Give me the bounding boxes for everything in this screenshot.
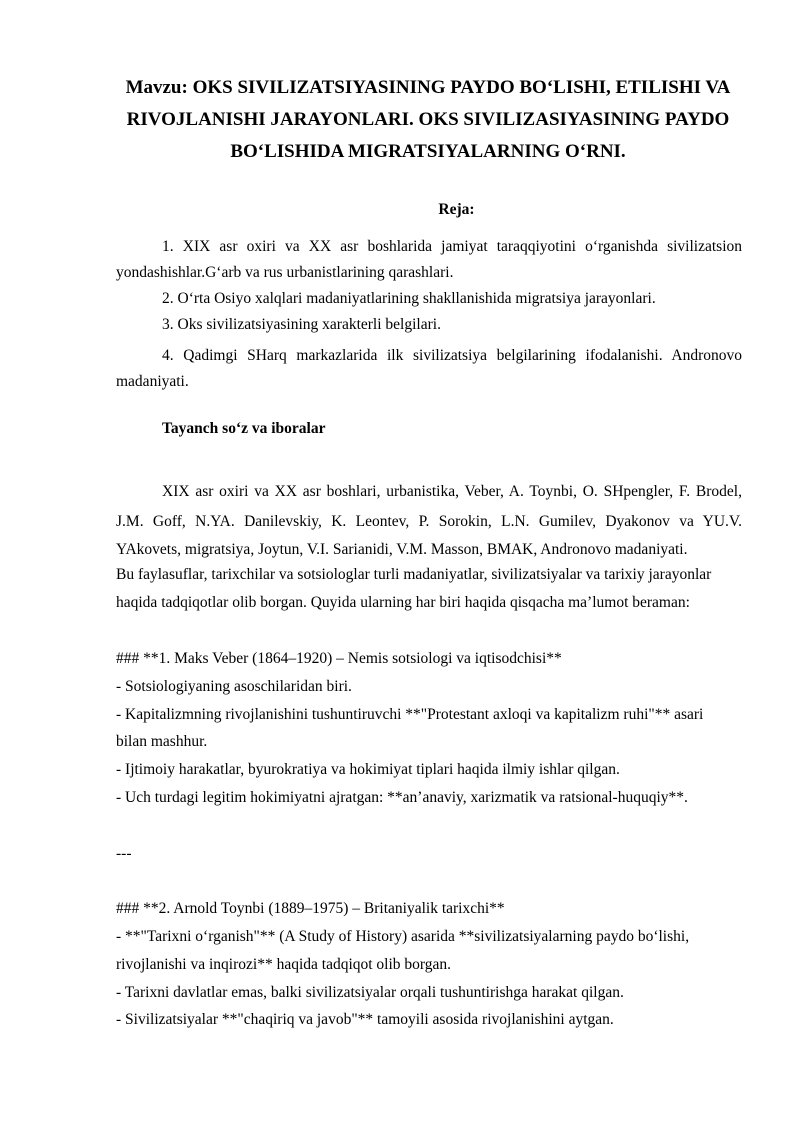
plan-heading: Reja: <box>438 201 475 218</box>
section-1-bullet-1: - Sotsiologiyaning asoschilaridan biri. <box>116 678 352 695</box>
keywords-heading: Tayanch so‘z va iboralar <box>162 420 326 437</box>
keywords-line-3: YAkovets, migratsiya, Joytun, V.I. Sarianidi, V.M. Masson, BMAK, Andronovo madaniyati. <box>116 541 688 558</box>
plan-item-1-line-2: yondashishlar.G‘arb va rus urbanistlarining qarashlari. <box>116 264 454 281</box>
title-line-1: Mavzu: OKS SIVILIZATSIYASINING PAYDO BO‘LISHI, ETILISHI VA <box>125 77 731 98</box>
plan-item-3: 3. Oks sivilizatsiyasining xarakterli belgilari. <box>162 316 441 333</box>
section-2-heading: ### **2. Arnold Toynbi (1889–1975) – Britaniyalik tarixchi** <box>116 900 505 917</box>
section-2-bullet-3: - Sivilizatsiyalar **"chaqiriq va javob"** tamoyili asosida rivojlanishini aytgan. <box>116 1011 614 1028</box>
section-2-bullet-1-line-2: rivojlanishi va inqirozi** haqida tadqiqot olib borgan. <box>116 956 452 973</box>
keywords-line-2: J.M. Goff, N.YA. Danilevskiy, K. Leontev, P. Sorokin, L.N. Gumilev, Dyakonov va YU.V. <box>116 513 742 530</box>
plan-item-4-line-2: madaniyati. <box>116 373 189 390</box>
keywords-line-1: XIX asr oxiri va XX asr boshlari, urbanistika, Veber, A. Toynbi, O. SHpengler, F. Brodel, <box>162 483 742 500</box>
plan-item-2: 2. O‘rta Osiyo xalqlari madaniyatlarining shakllanishida migratsiya jarayonlari. <box>162 290 656 307</box>
section-1-bullet-2-line-2: bilan mashhur. <box>116 733 208 750</box>
intro-line-1: Bu faylasuflar, tarixchilar va sotsiologlar turli madaniyatlar, sivilizatsiyalar va tarixiy jarayonlar <box>116 566 712 583</box>
plan-item-4-line-1: 4. Qadimgi SHarq markazlarida ilk sivilizatsiya belgilarining ifodalanishi. Andronovo <box>162 347 742 364</box>
intro-line-2: haqida tadqiqotlar olib borgan. Quyida ularning har biri haqida qisqacha ma’lumot beraman: <box>116 594 690 611</box>
section-1-bullet-4: - Uch turdagi legitim hokimiyatni ajratgan: **an’anaviy, xarizmatik va ratsional-huquqiy**. <box>116 789 688 806</box>
section-1-bullet-2-line-1: - Kapitalizmning rivojlanishini tushuntiruvchi **"Protestant axloqi va kapitalizm ruhi"** asari <box>116 706 704 723</box>
section-2-bullet-2: - Tarixni davlatlar emas, balki sivilizatsiyalar orqali tushuntirishga harakat qilgan. <box>116 984 624 1001</box>
section-2-bullet-1-line-1: - **"Tarixni o‘rganish"** (A Study of History) asarida **sivilizatsiyalarning paydo bo‘lishi, <box>116 928 690 945</box>
section-1-bullet-3: - Ijtimoiy harakatlar, byurokratiya va hokimiyat tiplari haqida ilmiy ishlar qilgan. <box>116 761 620 778</box>
page-title <box>100 72 756 168</box>
section-1-heading: ### **1. Maks Veber (1864–1920) – Nemis sotsiologi va iqtisodchisi** <box>116 650 562 667</box>
plan-item-1-line-1: 1. XIX asr oxiri va XX asr boshlarida jamiyat taraqqiyotini o‘rganishda sivilizatsion <box>162 238 742 255</box>
title-line-3: BO‘LISHIDA MIGRATSIYALARNING O‘RNI. <box>230 141 626 162</box>
section-separator: --- <box>116 845 132 862</box>
title-line-2: RIVOJLANISHI JARAYONLARI. OKS SIVILIZASIYASINING PAYDO <box>126 109 730 130</box>
